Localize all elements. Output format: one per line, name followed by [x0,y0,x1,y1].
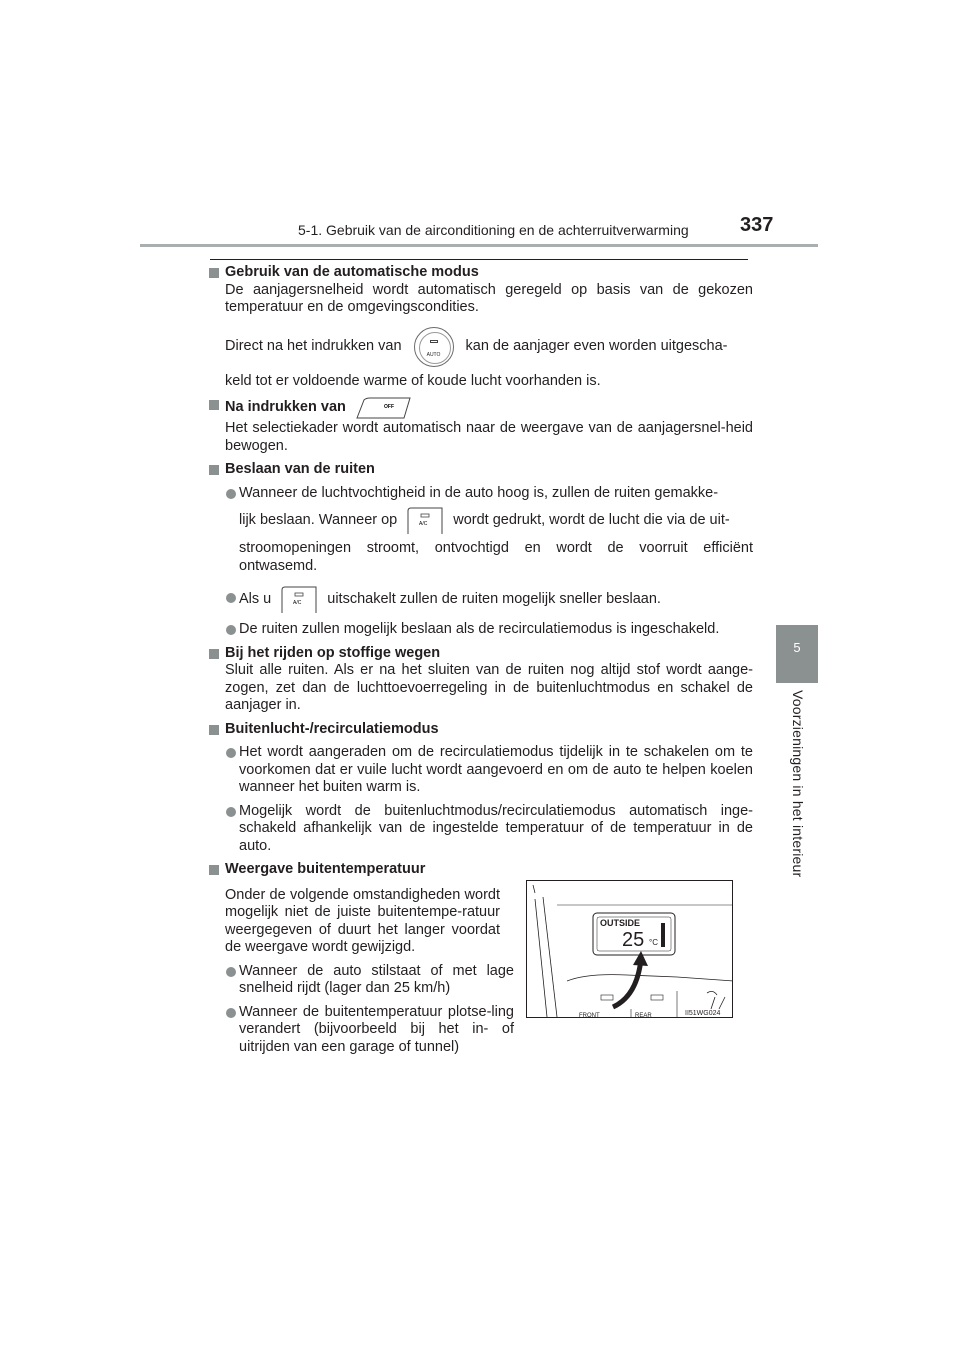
section-heading-fogging: Beslaan van de ruiten [208,461,753,479]
ac-icon-text: A/C [419,521,428,527]
page-number: 337 [740,214,774,236]
bullet-dot-icon [226,748,236,758]
figure-code: II51WG024 [685,1010,721,1017]
paragraph: keld tot er voldoende warme of koude lucht voorhanden is. [225,372,601,389]
temperature-value: 25 [622,929,645,951]
paragraph: Sluit alle ruiten. Als er na het sluiten van de ruiten nog altijd stof wordt aange-zogen, zet dan de luchttoevoerregeling in de buitenluchtmodus en schakel de aanjager in. [225,662,753,713]
bullet-item: Als u A/C uitschakelt zullen de ruiten mogelijk sneller beslaan. [208,585,753,615]
bullet-item: De ruiten zullen mogelijk beslaan als de recirculatiemodus is ingeschakeld. [208,621,753,639]
bullet-item: Wanneer de auto stilstaat of met lage snelheid rijdt (lager dan 25 km/h) [208,963,514,998]
heading-square-icon [209,649,219,659]
front-defrost-label: FRONT [579,1013,600,1018]
dashboard-illustration [527,881,733,1018]
heading-square-icon [209,268,219,278]
section-heading-auto-mode: Gebruik van de automatische modus [208,264,753,282]
outside-temperature-figure [526,880,733,1018]
bullet-dot-icon [226,489,236,499]
paragraph: Het selectiekader wordt automatisch naar de weergave van de aanjagersnel-heid bewogen. [225,420,753,454]
ac-button-icon [279,585,319,615]
chapter-header-title: 5-1. Gebruik van de airconditioning en de achterruitverwarming [298,222,689,238]
auto-button-icon: AUTO [414,327,454,367]
bullet-dot-icon [226,807,236,817]
rear-defrost-label: REAR [635,1013,652,1018]
bullet-item: Het wordt aangeraden om de recirculatiemodus tijdelijk in te schakelen om te voorkomen dat er vuile lucht wordt aangevoerd en om de auto te helpen koelen wanneer het buiten warm is. [208,744,753,797]
off-icon-text: OFF [383,404,394,410]
bullet-dot-icon [226,967,236,977]
paragraph-inline-icon: Direct na het indrukken van AUTO kan de aanjager even worden uitgescha- [208,327,753,367]
heading-square-icon [209,865,219,875]
heading-square-icon [209,725,219,735]
off-button-icon [354,396,412,420]
bullet-item: Wanneer de luchtvochtigheid in de auto hoog is, zullen de ruiten gemakke- lijk beslaan. Wanneer op A/C wordt gedrukt, wordt de lucht die via de uit- stroomopeningen stroomt, ontvochtigd en wordt de voorruit efficiënt ontwasemd. [208,485,753,576]
paragraph: De aanjagersnelheid wordt automatisch geregeld op basis van de gekozen temperatuur en de omgevingscondities. [225,281,753,315]
header-divider [140,244,818,247]
bullet-item: Mogelijk wordt de buitenluchtmodus/recirculatiemodus automatisch inge-schakeld afhankelijk van de ingestelde temperatuur of de temperatuur in de auto. [208,803,753,856]
outside-label: OUTSIDE [600,918,641,928]
heading-square-icon [209,465,219,475]
section-divider [210,259,748,260]
heading-square-icon [209,400,219,410]
bullet-dot-icon [226,1008,236,1018]
section-heading-air-mode: Buitenlucht-/recirculatiemodus [208,721,753,739]
ac-button-icon [405,506,445,536]
section-heading-outside-temp: Weergave buitentemperatuur [208,861,753,879]
section-heading-dusty-roads: Bij het rijden op stoffige wegen [208,645,753,663]
temperature-unit: °C [649,938,658,947]
section-heading-after-press: Na indrukken van OFF [208,396,753,420]
paragraph: Onder de volgende omstandigheden wordt mogelijk niet de juiste buitentempe-ratuur weergegeven of duurt het langer voordat de weergave wordt gewijzigd. [225,886,500,955]
chapter-side-label: Voorzieningen in het interieur [790,690,806,878]
ac-icon-text: A/C [293,600,302,606]
bullet-dot-icon [226,625,236,635]
bullet-dot-icon [226,593,236,603]
chapter-tab-number: 5 [793,640,801,655]
bullet-item: Wanneer de buitentemperatuur plotse-ling verandert (bijvoorbeeld bij het in- of uitrijden van een garage of tunnel) [208,1004,514,1057]
